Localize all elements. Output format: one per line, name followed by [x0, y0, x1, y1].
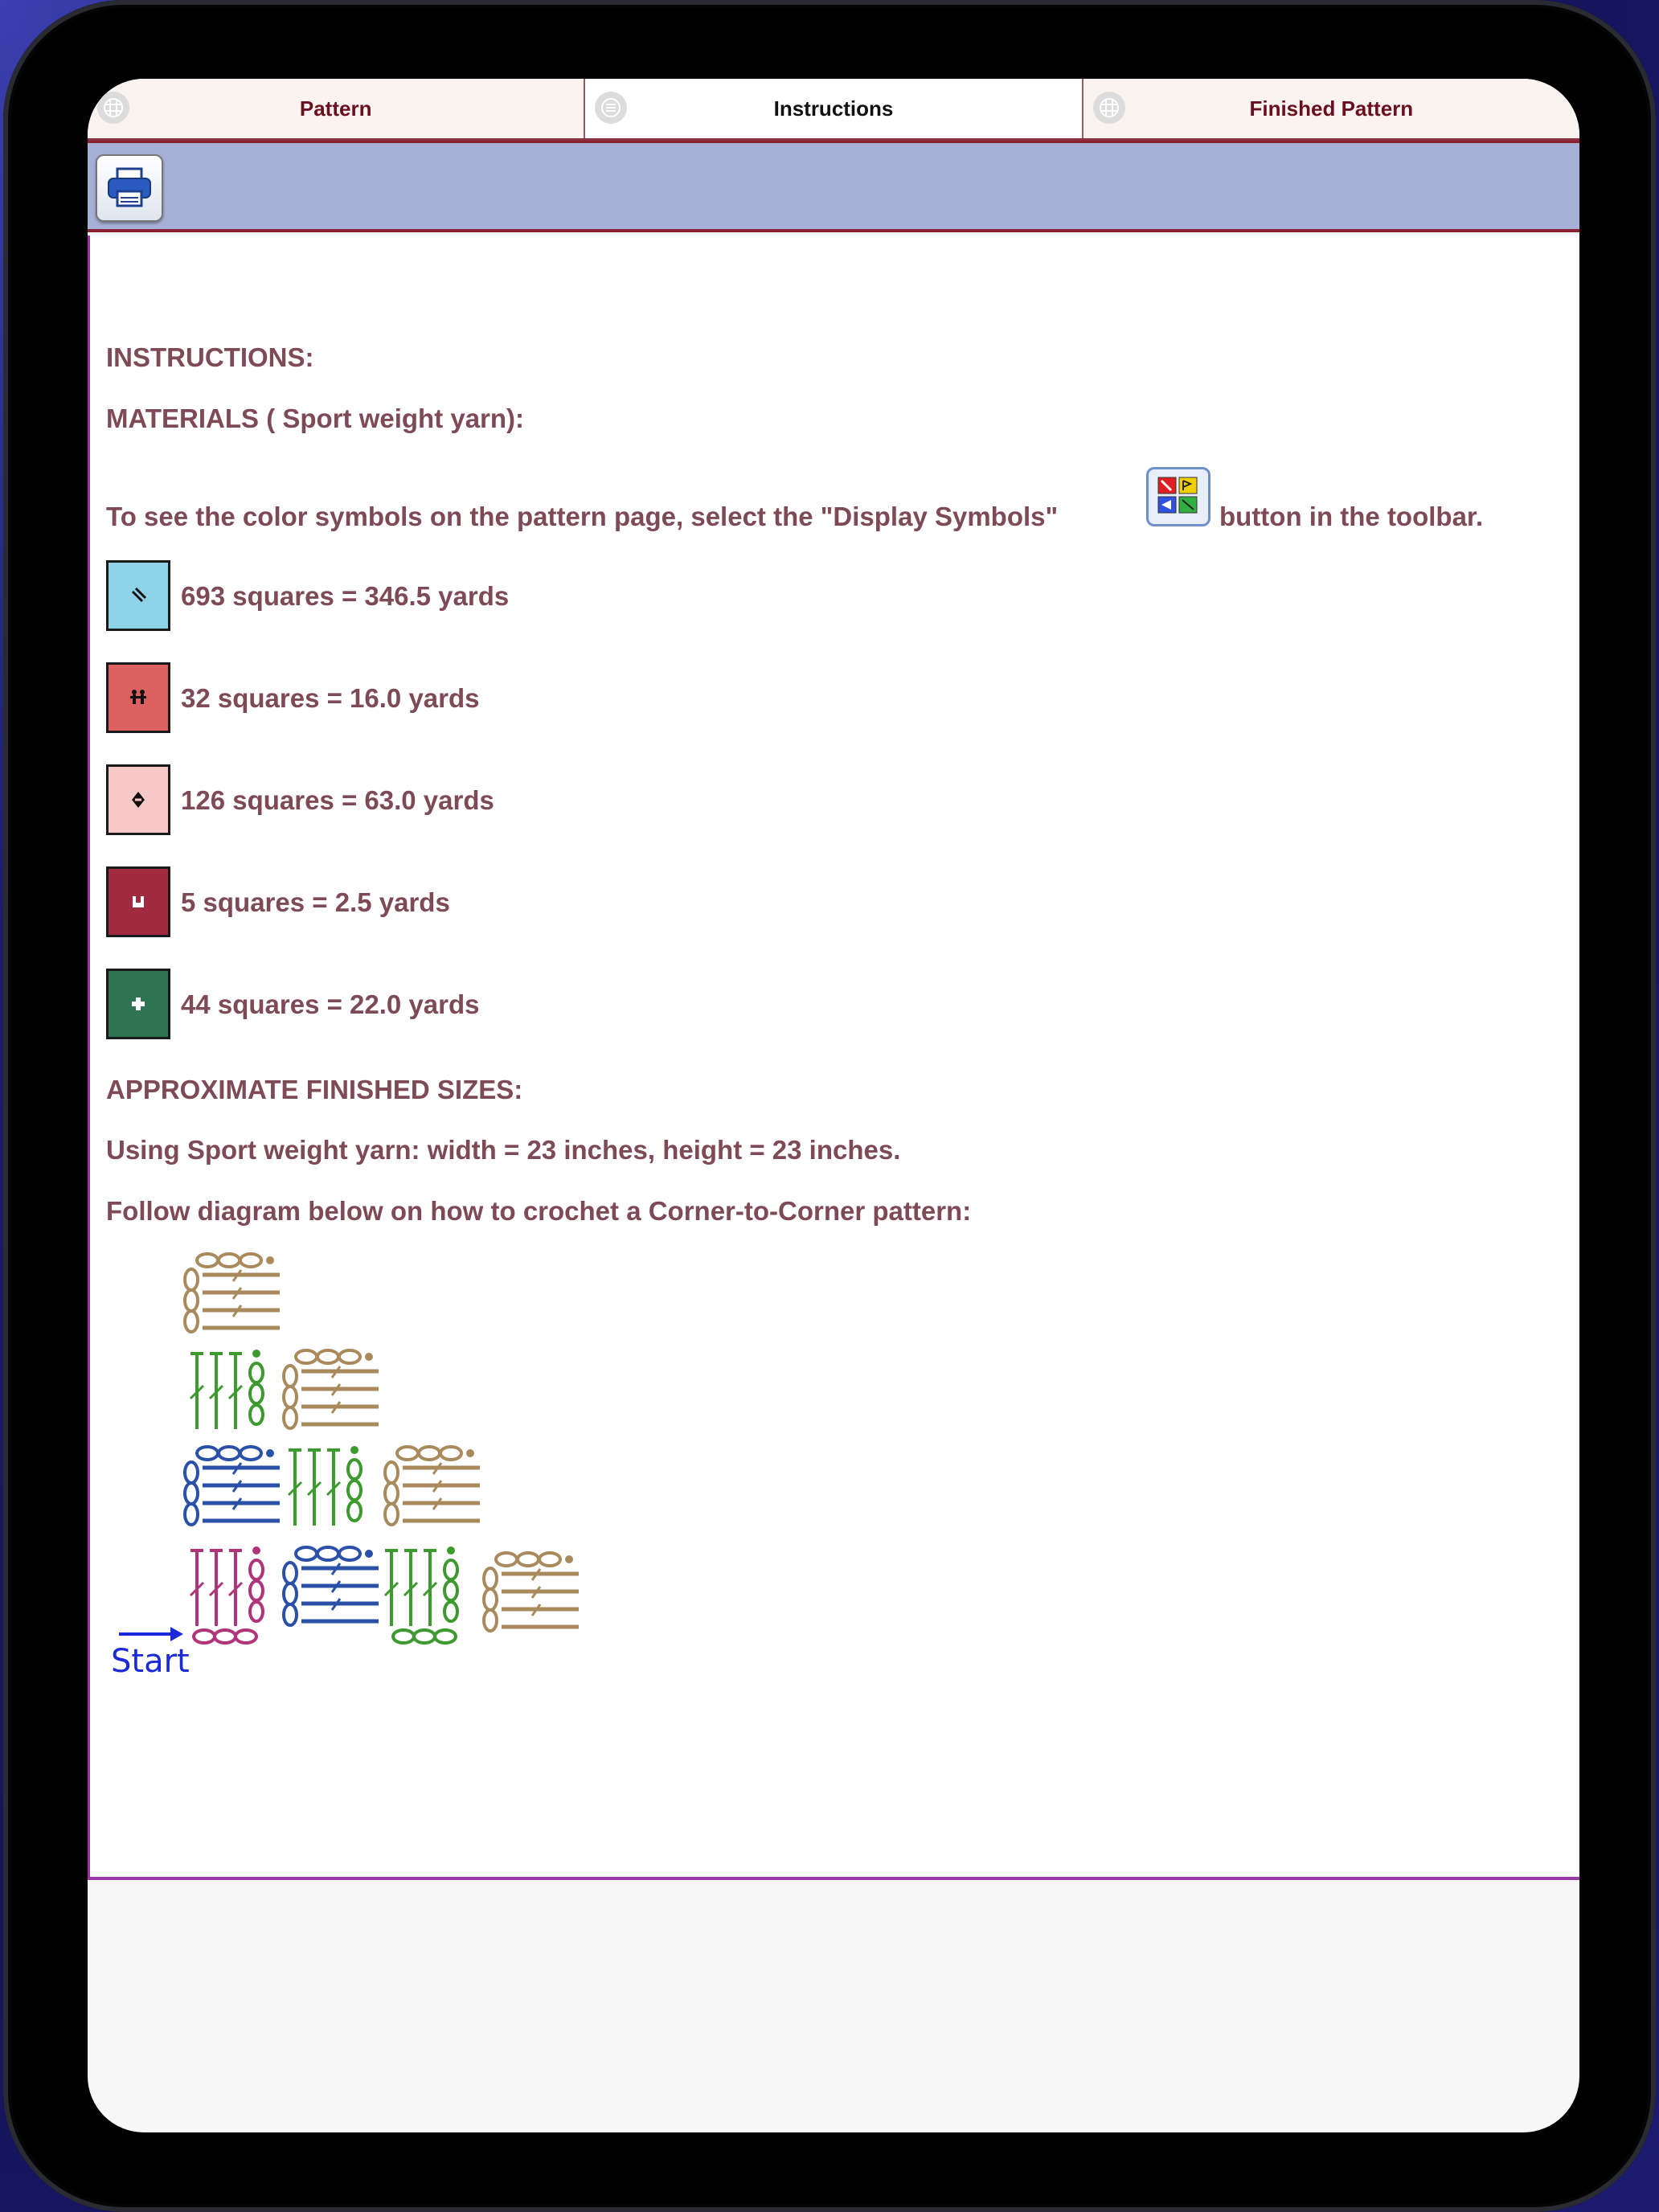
sizes-text: Using Sport weight yarn: width = 23 inches, height = 23 inches.: [106, 1135, 901, 1165]
grid-icon: [1093, 92, 1125, 124]
symbols-hint-text: To see the color symbols on the pattern page, select the "Display Symbols": [106, 502, 1059, 531]
tab-pattern[interactable]: [88, 79, 585, 138]
symbols-hint-text-end: button in the toolbar.: [1219, 502, 1484, 531]
instructions-content: [88, 236, 1579, 1880]
color-swatch: [106, 662, 170, 733]
grid-icon: [97, 92, 129, 124]
color-amount: 693 squares = 346.5 yards: [181, 581, 510, 611]
toolbar: [88, 141, 1579, 232]
sizes-heading: APPROXIMATE FINISHED SIZES:: [106, 1075, 523, 1104]
slash-symbol-icon: [126, 584, 150, 608]
tab-instructions[interactable]: [585, 79, 1083, 138]
print-button[interactable]: [96, 154, 163, 222]
color-swatch: [106, 764, 170, 835]
tab-bar: [88, 79, 1579, 141]
color-swatch: [106, 560, 170, 631]
list-icon: [595, 92, 627, 124]
color-amount: 44 squares = 22.0 yards: [181, 989, 480, 1019]
printer-icon: [106, 167, 153, 209]
color-amount: 126 squares = 63.0 yards: [181, 785, 494, 815]
color-swatch: [106, 969, 170, 1039]
color-amount: 32 squares = 16.0 yards: [181, 683, 480, 713]
display-symbols-icon: [1146, 467, 1210, 526]
start-arrow-icon: [119, 1627, 183, 1641]
tab-label: Instructions: [773, 96, 894, 121]
instructions-heading: INSTRUCTIONS:: [106, 342, 314, 372]
diagram-intro-text: Follow diagram below on how to crochet a Corner-to-Corner pattern:: [106, 1196, 972, 1226]
tablet-frame: [3, 0, 1656, 2212]
color-amount: 5 squares = 2.5 yards: [181, 887, 450, 917]
tab-finished-pattern[interactable]: [1083, 79, 1579, 138]
plus-symbol-icon: [126, 992, 150, 1016]
c2c-diagram: [106, 1252, 621, 1686]
cup-symbol-icon: [126, 890, 150, 914]
start-label: Start: [111, 1643, 190, 1680]
tab-label: Pattern: [299, 96, 372, 121]
tab-label: Finished Pattern: [1249, 96, 1414, 121]
materials-heading: MATERIALS ( Sport weight yarn):: [106, 403, 525, 433]
figures-symbol-icon: [126, 686, 150, 710]
diamond-symbol-icon: [126, 788, 150, 812]
color-swatch: [106, 866, 170, 937]
app-screen: [88, 79, 1579, 2132]
